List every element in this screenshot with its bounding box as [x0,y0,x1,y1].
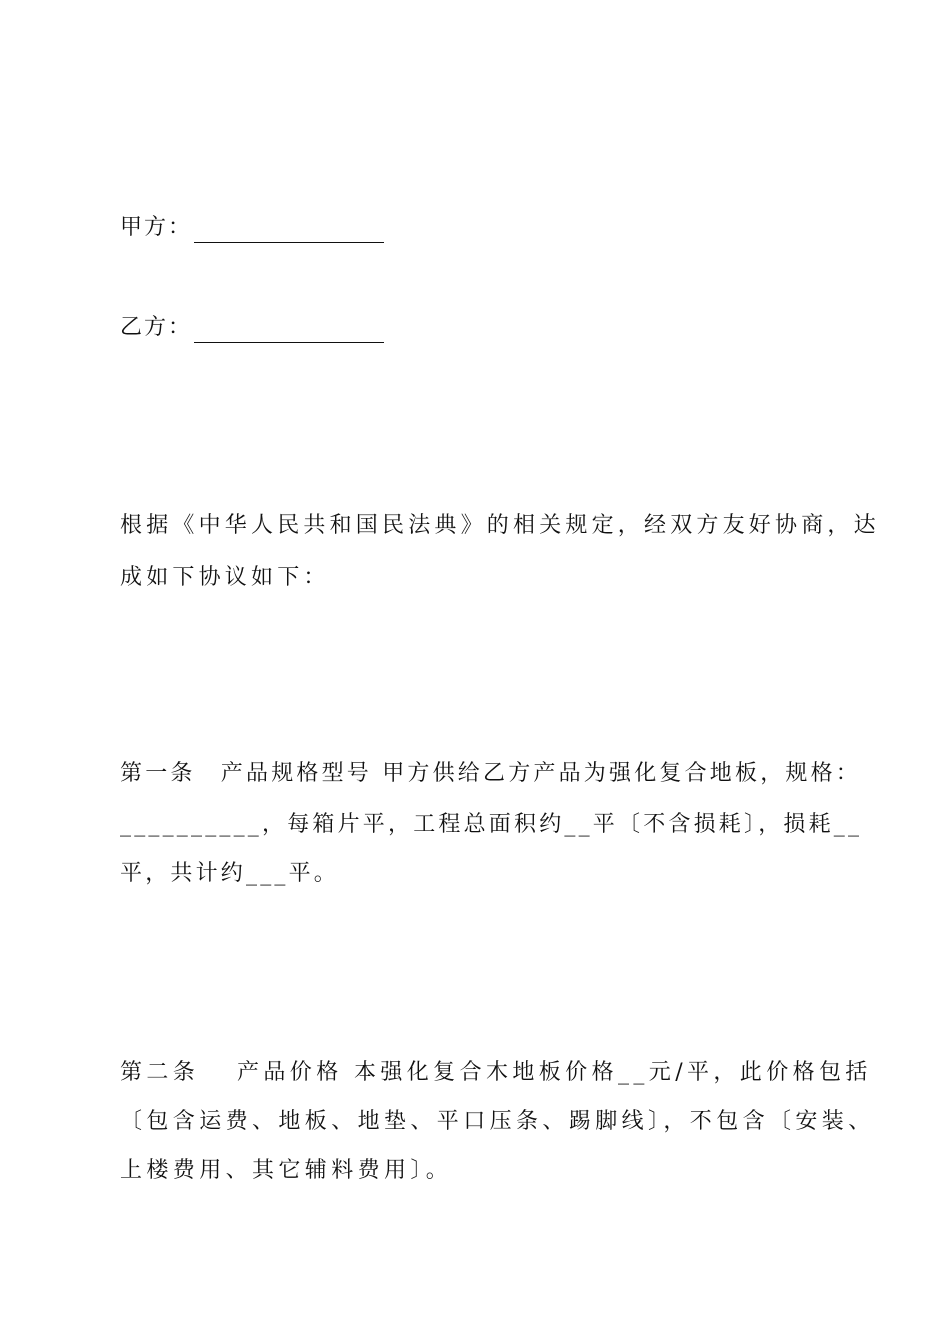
party-a-label: 甲方： [120,215,193,240]
party-a-blank [194,220,384,243]
party-b-label: 乙方： [120,315,193,340]
article2-line-2: 〔包含运费、地板、地垫、平口压条、踢脚线〕，不包含〔安装、 [120,1109,875,1134]
party-b-line [120,313,384,343]
article2-line-3: 上楼费用、其它辅料费用〕。 [120,1158,453,1183]
article1-line-3: 平，共计约___平。 [120,861,340,886]
party-b-blank [194,320,384,343]
article1-line-1: 第一条 产品规格型号 甲方供给乙方产品为强化复合地板，规格： [120,761,861,786]
party-a-line [120,213,384,243]
article1-line-2: __________，每箱片平，工程总面积约__平〔不含损耗〕，损耗__ [120,812,863,837]
article2-line-1: 第二条 产品价格 本强化复合木地板价格__元/平，此价格包括 [120,1060,872,1085]
intro-line-2: 成如下协议如下： [120,565,330,590]
intro-line-1: 根据《中华人民共和国民法典》的相关规定，经双方友好协商，达 [120,513,880,538]
